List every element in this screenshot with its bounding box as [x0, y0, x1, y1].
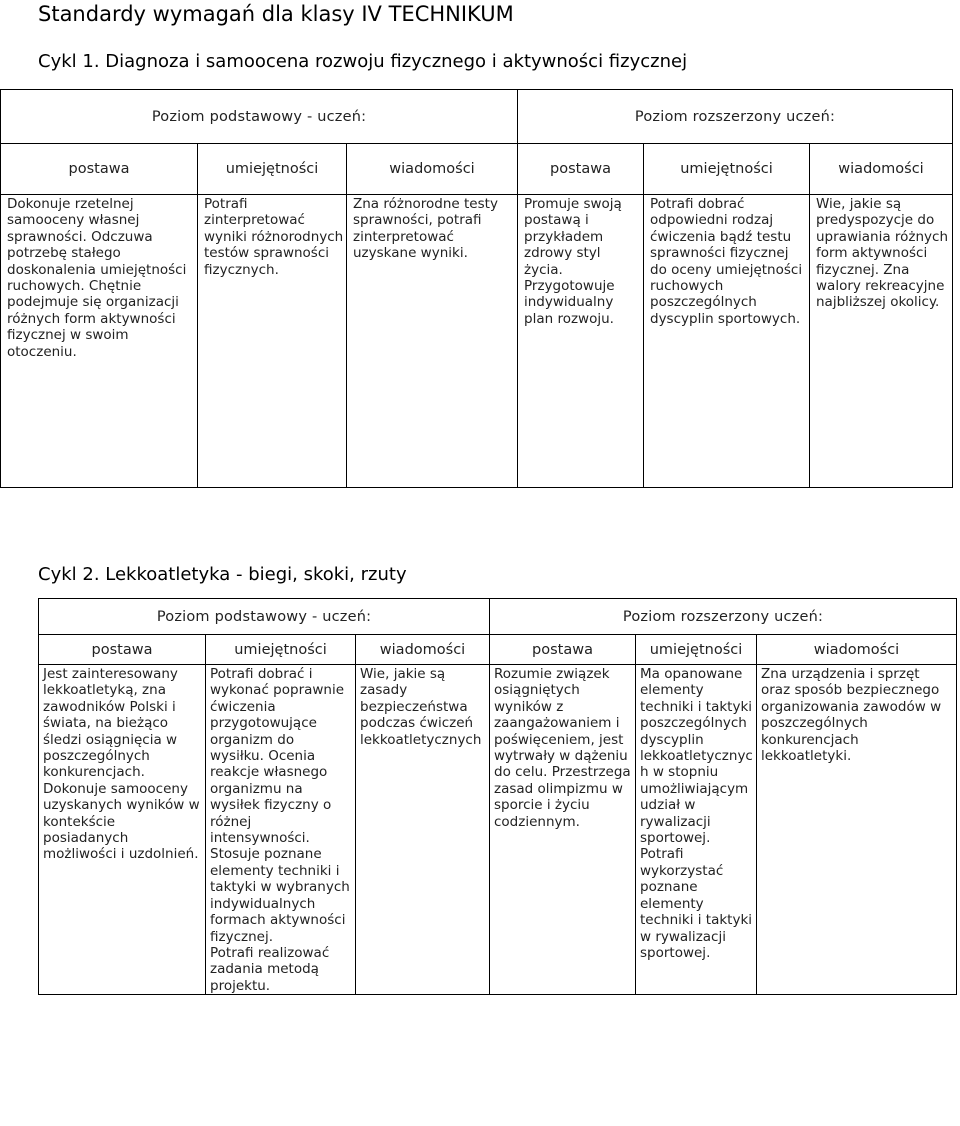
requirement-cell-extended-skills — [636, 665, 757, 995]
category-header-basic-knowledge: wiadomości — [347, 144, 518, 195]
requirement-cell-extended-knowledge — [810, 195, 953, 488]
cycle-2-standards-table — [38, 598, 957, 995]
cycle-1-title: Cykl 1. Diagnoza i samoocena rozwoju fizycznego i aktywności fizycznej — [38, 51, 688, 72]
requirement-cell-extended-skills — [644, 195, 810, 488]
extended-level-header: Poziom rozszerzony uczeń: — [518, 90, 953, 144]
category-header-extended-attitude: postawa — [518, 144, 644, 195]
category-header-row — [1, 144, 953, 195]
level-header-row — [39, 599, 957, 635]
category-header-extended-skills: umiejętności — [644, 144, 810, 195]
requirement-text: Potrafi zinterpretować wyniki różnorodnych testów sprawności fizycznych. — [204, 196, 344, 278]
basic-level-header: Poziom podstawowy - uczeń: — [39, 599, 490, 635]
document-title: Standardy wymagań dla klasy IV TECHNIKUM — [38, 2, 514, 26]
requirements-row — [1, 195, 953, 488]
requirement-cell-extended-attitude — [518, 195, 644, 488]
requirement-cell-basic-attitude — [1, 195, 198, 488]
requirement-text: Zna urządzenia i sprzęt oraz sposób bezpiecznego organizowania zawodów w poszczególnych konkurencjach lekkoatletyki. — [761, 666, 942, 765]
requirement-cell-basic-knowledge — [347, 195, 518, 488]
category-header-row — [39, 635, 957, 665]
requirement-text: Ma opanowane elementy techniki i taktyki poszczególnych dyscyplin lekkoatletycznyc h w stopniu umożliwiającym udział w rywalizacji sportowej. Potrafi wykorzystać poznane elementy techniki i taktyki w rywalizacji sportowej. — [640, 666, 753, 961]
requirement-cell-basic-knowledge — [356, 665, 490, 995]
category-header-basic-attitude: postawa — [39, 635, 206, 665]
requirement-text: Potrafi dobrać odpowiedni rodzaj ćwiczenia bądź testu sprawności fizycznej do oceny umiejętności ruchowych poszczególnych dyscyplin sportowych. — [650, 196, 803, 327]
requirements-row — [39, 665, 957, 995]
basic-level-header: Poziom podstawowy - uczeń: — [1, 90, 518, 144]
category-header-basic-skills: umiejętności — [198, 144, 347, 195]
requirement-text: Zna różnorodne testy sprawności, potrafi zinterpretować uzyskane wyniki. — [353, 196, 498, 262]
cycle-2-title: Cykl 2. Lekkoatletyka - biegi, skoki, rzuty — [38, 564, 407, 585]
category-header-basic-skills: umiejętności — [206, 635, 356, 665]
category-header-basic-attitude: postawa — [1, 144, 198, 195]
category-header-extended-knowledge: wiadomości — [757, 635, 957, 665]
requirement-cell-basic-skills — [206, 665, 356, 995]
cycle-1-standards-table — [0, 89, 953, 488]
level-header-row — [1, 90, 953, 144]
requirement-cell-basic-skills — [198, 195, 347, 488]
category-header-extended-skills: umiejętności — [636, 635, 757, 665]
category-header-extended-knowledge: wiadomości — [810, 144, 953, 195]
requirement-text: Jest zainteresowany lekkoatletyką, zna zawodników Polski i świata, na bieżąco śledzi osiągnięcia w poszczególnych konkurencjach. Dokonuje samooceny uzyskanych wyników w kontekście posiadanych możliwości i uzdolnień. — [43, 666, 200, 863]
requirement-cell-basic-attitude — [39, 665, 206, 995]
requirement-text: Wie, jakie są predyspozycje do uprawiania różnych form aktywności fizycznej. Zna walory rekreacyjne najbliższej okolicy. — [816, 196, 949, 311]
requirement-text: Rozumie związek osiągniętych wyników z zaangażowaniem i poświęceniem, jest wytrwały w dążeniu do celu. Przestrzega zasad olimpizmu w sporcie i życiu codziennym. — [494, 666, 631, 830]
requirement-text: Wie, jakie są zasady bezpieczeństwa podczas ćwiczeń lekkoatletycznych — [360, 666, 482, 748]
category-header-basic-knowledge: wiadomości — [356, 635, 490, 665]
requirement-text: Dokonuje rzetelnej samooceny własnej sprawności. Odczuwa potrzebę stałego doskonalenia umiejętności ruchowych. Chętnie podejmuje się organizacji różnych form aktywności fizycznej w swoim otoczeniu. — [7, 196, 187, 360]
extended-level-header: Poziom rozszerzony uczeń: — [490, 599, 957, 635]
requirement-text: Potrafi dobrać i wykonać poprawnie ćwiczenia przygotowujące organizm do wysiłku. Ocenia reakcje własnego organizmu na wysiłek fizyczny o różnej intensywności. Stosuje poznane elementy techniki i taktyki w wybranych indywidualnych formach aktywności fizycznej. Potrafi realizować zadania metodą projektu. — [210, 666, 350, 994]
requirement-text: Promuje swoją postawą i przykładem zdrowy styl życia. Przygotowuje indywidualny plan rozwoju. — [524, 196, 622, 327]
category-header-extended-attitude: postawa — [490, 635, 636, 665]
requirement-cell-extended-attitude — [490, 665, 636, 995]
requirement-cell-extended-knowledge — [757, 665, 957, 995]
